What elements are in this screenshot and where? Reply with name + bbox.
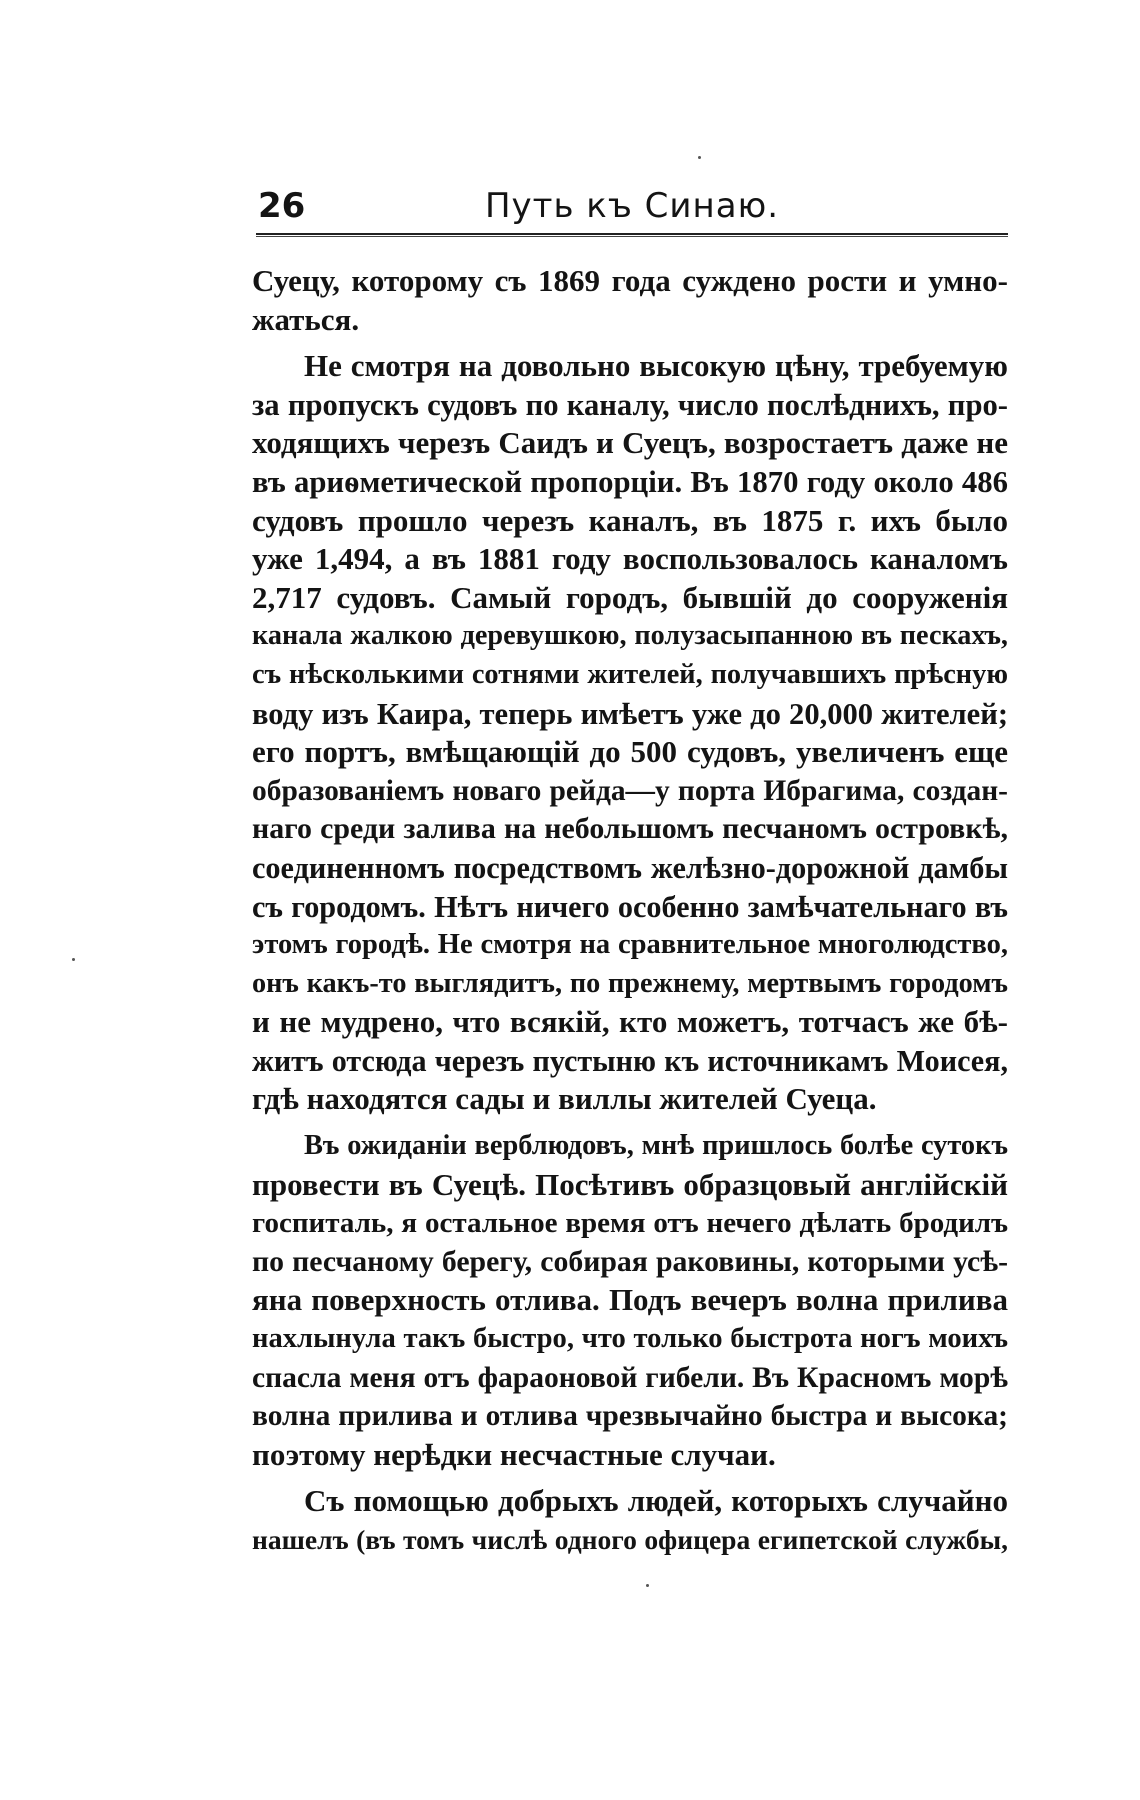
paper-speck — [646, 1584, 649, 1587]
text-line: по песчаному берегу, собирая раковины, которыми усѣ- — [252, 1244, 1008, 1278]
text-line: и не мудрено, что всякій, кто можетъ, тотчасъ же бѣ- — [252, 1004, 1008, 1040]
text-line: канала жалкою деревушкою, полузасыпанною въ пескахъ, — [252, 620, 1008, 652]
text-line: соединенномъ посредствомъ желѣзно-дорожной дамбы — [252, 850, 1008, 885]
body-text — [252, 262, 1008, 1560]
header-rule — [256, 233, 1008, 237]
text-line: воду изъ Каира, теперь имѣетъ уже до 20,000 жителей; — [252, 696, 1008, 731]
text-line: за пропускъ судовъ по каналу, число послѣднихъ, про- — [252, 387, 1008, 422]
paragraph-gap — [252, 1474, 1008, 1482]
text-line: этомъ городѣ. Не смотря на сравнительное многолюдство, — [252, 929, 1008, 961]
page-number: 26 — [258, 186, 306, 226]
text-line: Въ ожиданіи верблюдовъ, мнѣ пришлось болѣе сутокъ — [304, 1130, 1008, 1162]
paper-speck — [698, 156, 701, 159]
text-line: Съ помощью добрыхъ людей, которыхъ случайно — [304, 1483, 1008, 1519]
text-line: провести въ Суецѣ. Посѣтивъ образцовый англійскій — [252, 1166, 1008, 1202]
text-line: онъ какъ-то выглядитъ, по прежнему, мертвымъ городомъ — [252, 967, 1008, 999]
paragraph-gap — [252, 339, 1008, 347]
text-line: ходящихъ черезъ Саидъ и Суецъ, возростаетъ даже не — [252, 425, 1008, 461]
text-line: волна прилива и отлива чрезвычайно быстра и высока; — [252, 1400, 1008, 1433]
text-line: спасла меня отъ фараоновой гибели. Въ Красномъ морѣ — [252, 1361, 1008, 1394]
paragraph-gap — [252, 1119, 1008, 1127]
text-line: съ нѣсколькими сотнями жителей, получавшихъ прѣсную — [252, 658, 1008, 690]
text-line: 2,717 судовъ. Самый городъ, бывшій до сооруженія — [252, 579, 1008, 615]
text-line: жаться. — [252, 301, 360, 337]
text-line: съ городомъ. Нѣтъ ничего особенно замѣчательнаго въ — [252, 889, 1008, 924]
text-line: нашелъ (въ томъ числѣ одного офицера египетской службы, — [252, 1524, 1008, 1555]
page-header — [258, 186, 1006, 226]
text-line: житъ отсюда черезъ пустыню къ источникамъ Моисея, — [252, 1043, 1008, 1078]
text-line: его портъ, вмѣщающій до 500 судовъ, увеличенъ еще — [252, 734, 1008, 770]
text-line: Суецу, которому съ 1869 года суждено рости и умно- — [252, 263, 1008, 298]
text-line: яна поверхность отлива. Подъ вечеръ волна прилива — [252, 1282, 1008, 1318]
text-line: уже 1,494, а въ 1881 году воспользовалось каналомъ — [252, 541, 1008, 577]
text-line: судовъ прошло черезъ каналъ, въ 1875 г. ихъ было — [252, 502, 1008, 538]
text-line: наго среди залива на небольшомъ песчаномъ островкѣ, — [252, 812, 1008, 846]
text-line: образованіемъ новаго рейда—у порта Ибрагима, создан- — [252, 774, 1008, 807]
text-line: гдѣ находятся сады и виллы жителей Суеца. — [252, 1081, 877, 1117]
paper-speck — [72, 958, 75, 961]
running-title: Путь къ Синаю. — [484, 186, 780, 226]
text-line: Не смотря на довольно высокую цѣну, требуемую — [304, 348, 1008, 384]
text-line: поэтому нерѣдки несчастные случаи. — [252, 1436, 776, 1472]
text-line: госпиталь, я остальное время отъ нечего дѣлать бродилъ — [252, 1207, 1008, 1240]
text-line: въ ариѳметической пропорціи. Въ 1870 году около 486 — [252, 464, 1008, 499]
text-line: нахлынула такъ быстро, что только быстрота ногъ моихъ — [252, 1323, 1008, 1355]
